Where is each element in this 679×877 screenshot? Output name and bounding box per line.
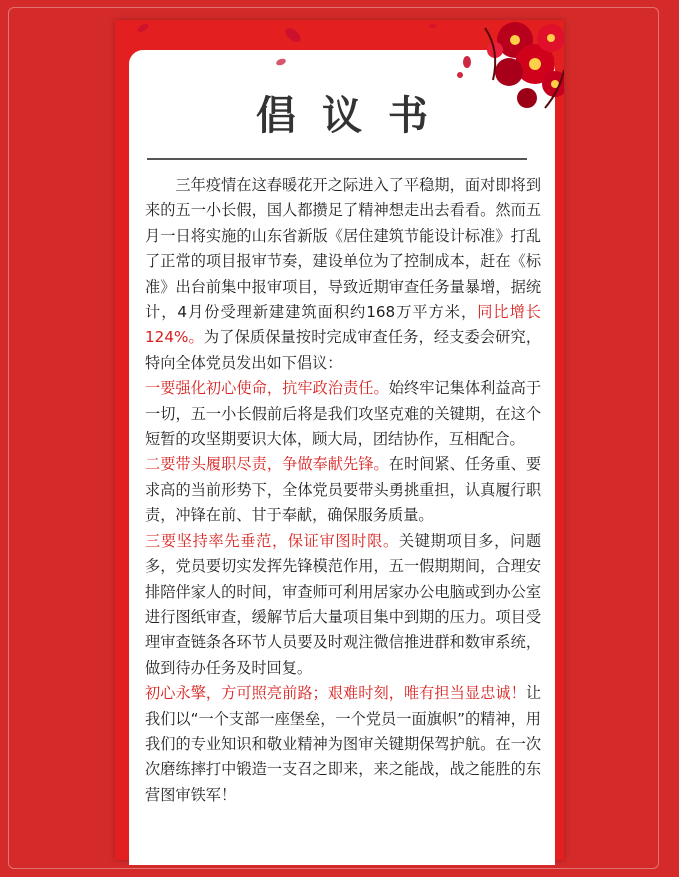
closing-heading: 初心永擎，方可照亮前路；艰难时刻，唯有担当显忠诚！ bbox=[145, 684, 526, 703]
intro-text-1: 三年疫情在这春暖花开之际进入了平稳期，面对即将到来的五一小长假，国人都攒足了精神想走出去看看。然而五月一日将实施的山东省新版《居住建筑节能设计标准》打乱了正常的项目报审节奏，建设单位为了控制成本，赶在《标准》出台前集中报审项目，导致近期审查任务量暴增，据统计，4月份受理新建建筑面积约168万平方米， bbox=[145, 176, 541, 322]
title-divider bbox=[147, 158, 527, 160]
point-paragraph-2 bbox=[145, 452, 541, 528]
page-title: 倡议书 bbox=[256, 93, 454, 139]
point-text-1: 始终牢记集体利益高于一切，五一小长假前后将是我们攻坚克难的关键期，在这个短暂的攻坚期要识大体，顾大局，团结协作，互相配合。 bbox=[145, 379, 542, 449]
intro-text-2: 为了保质保量按时完成审查任务，经支委会研究，特向全体党员发出如下倡议： bbox=[145, 328, 542, 372]
document-body bbox=[145, 173, 541, 808]
document-card bbox=[115, 20, 564, 860]
intro-paragraph bbox=[145, 173, 541, 376]
point-paragraph-1 bbox=[145, 376, 541, 452]
closing-paragraph bbox=[145, 681, 541, 808]
point-paragraph-3 bbox=[145, 529, 541, 681]
closing-text: 让我们以“一个支部一座堡垒，一个党员一面旗帜”的精神，用我们的专业知识和敬业精神为图审关键期保驾护航。在一次次磨练摔打中锻造一支召之即来，来之能战，战之能胜的东营图审铁军！ bbox=[145, 684, 541, 804]
point-text-2: 在时间紧、任务重、要求高的当前形势下，全体党员要带头勇挑重担，认真履行职责，冲锋在前、甘于奉献，确保服务质量。 bbox=[145, 455, 542, 525]
point-text-3: 关键期项目多，问题多，党员要切实发挥先锋模范作用，五一假期期间，合理安排陪伴家人的时间，审查师可利用居家办公电脑或到办公室进行图纸审查，缓解节后大量项目集中到期的压力。项目受理审查链条各环节人员要及时观注微信推进群和数审系统，做到待办任务及时回复。 bbox=[145, 531, 541, 677]
point-heading-2: 二要带头履职尽责，争做奉献先锋。 bbox=[145, 455, 389, 474]
point-heading-1: 一要强化初心使命，抗牢政治责任。 bbox=[145, 379, 389, 398]
intro-highlight: 同比增长124%。 bbox=[145, 303, 541, 347]
point-heading-3: 三要坚持率先垂范，保证审图时限。 bbox=[145, 531, 399, 550]
document-paper bbox=[129, 50, 555, 865]
